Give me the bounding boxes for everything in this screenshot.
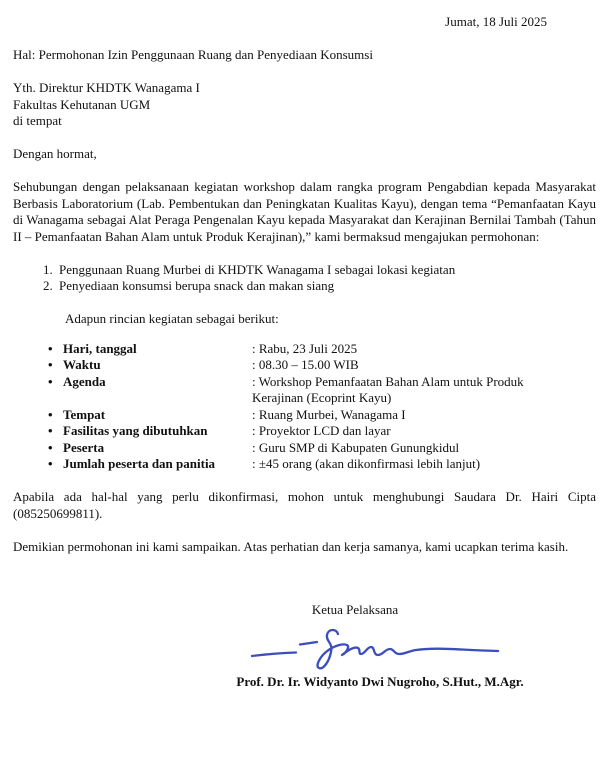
signatory-name: Prof. Dr. Ir. Widyanto Dwi Nugroho, S.Hut., M.Agr. [236,673,524,689]
bullet-icon: • [48,406,53,422]
detail-row-time [13,357,596,374]
detail-label: Tempat [63,406,106,422]
detail-value: : ±45 orang (akan dikonfirmasi lebih lanjut) [252,456,481,471]
signature-role: Ketua Pelaksana [311,602,399,617]
detail-label: Agenda [63,373,106,389]
detail-label: Hari, tanggal [63,340,137,356]
signature-block [210,602,550,690]
salutation: Dengan hormat, [13,146,97,161]
detail-label: Fasilitas yang dibutuhkan [63,423,208,438]
detail-value: : Workshop Pemanfaatan Bahan Alam untuk Produk Kerajinan (Ecoprint Kayu) [252,373,524,405]
closing-paragraph: Demikian permohonan ini kami sampaikan. Atas perhatian dan kerja samanya, kami ucapkan terima kasih. [13,538,569,554]
request-item-1: 1. Penggunaan Ruang Murbei di KHDTK Wanagama I sebagai lokasi kegiatan [56,262,596,279]
detail-value: : 08.30 – 15.00 WIB [252,357,359,372]
detail-value: : Ruang Murbei, Wanagama I [252,406,406,422]
bullet-icon: • [48,340,53,356]
detail-label: Waktu [63,357,101,372]
request-list [13,262,596,295]
detail-row-day [13,341,596,358]
request-item-2: 2. Penyediaan konsumsi berupa snack dan makan siang [56,278,596,295]
bullet-icon: • [48,373,53,389]
details-intro: Adapun rincian kegiatan sebagai berikut: [65,311,279,326]
detail-label: Peserta [63,439,105,455]
recipient-line-2: Fakultas Kehutanan UGM [13,96,151,112]
detail-value: : Proyektor LCD dan layar [252,423,391,438]
recipient-line-1: Yth. Direktur KHDTK Wanagama I [13,80,200,95]
opening-paragraph: Sehubungan dengan pelaksanaan kegiatan workshop dalam rangka program Pengabdian kepada Masyarakat Berbasis Laboratorium (Lab. Pembentukan dan Peningkatan Kualitas Kayu), dengan tema “Pemanfaatan Kayu di Wanagama sebagai Alat Peraga Pengenalan Kayu kepada Masyarakat dan Kerajinan Bernilai Tambah (Tahun II – Pemanfaatan Bahan Alam untuk Produk Kerajinan),” kami bermaksud mengajukan permohonan: [13,179,596,244]
detail-row-headcount [13,456,596,473]
detail-label: Jumlah peserta dan panitia [63,456,216,471]
detail-row-participants [13,440,596,457]
signature-image [250,624,500,674]
recipient-block [13,80,596,130]
bullet-icon: • [48,423,53,438]
letter-date: Jumat, 18 Juli 2025 [445,14,547,29]
recipient-line-3: di tempat [13,113,62,128]
bullet-icon: • [48,439,53,455]
details-list [13,341,596,473]
detail-row-place [13,407,596,424]
letter-subject: Hal: Permohonan Izin Penggunaan Ruang dan Penyediaan Konsumsi [13,47,373,62]
detail-value: : Rabu, 23 Juli 2025 [252,340,358,356]
detail-value: : Guru SMP di Kabupaten Gunungkidul [252,439,460,455]
detail-row-facilities [13,423,596,440]
bullet-icon: • [48,357,53,372]
detail-row-agenda [13,374,596,407]
bullet-icon: • [48,456,53,471]
contact-paragraph: Apabila ada hal-hal yang perlu dikonfirmasi, mohon untuk menghubungi Saudara Dr. Hairi Cipta (085250699811). [13,489,596,521]
